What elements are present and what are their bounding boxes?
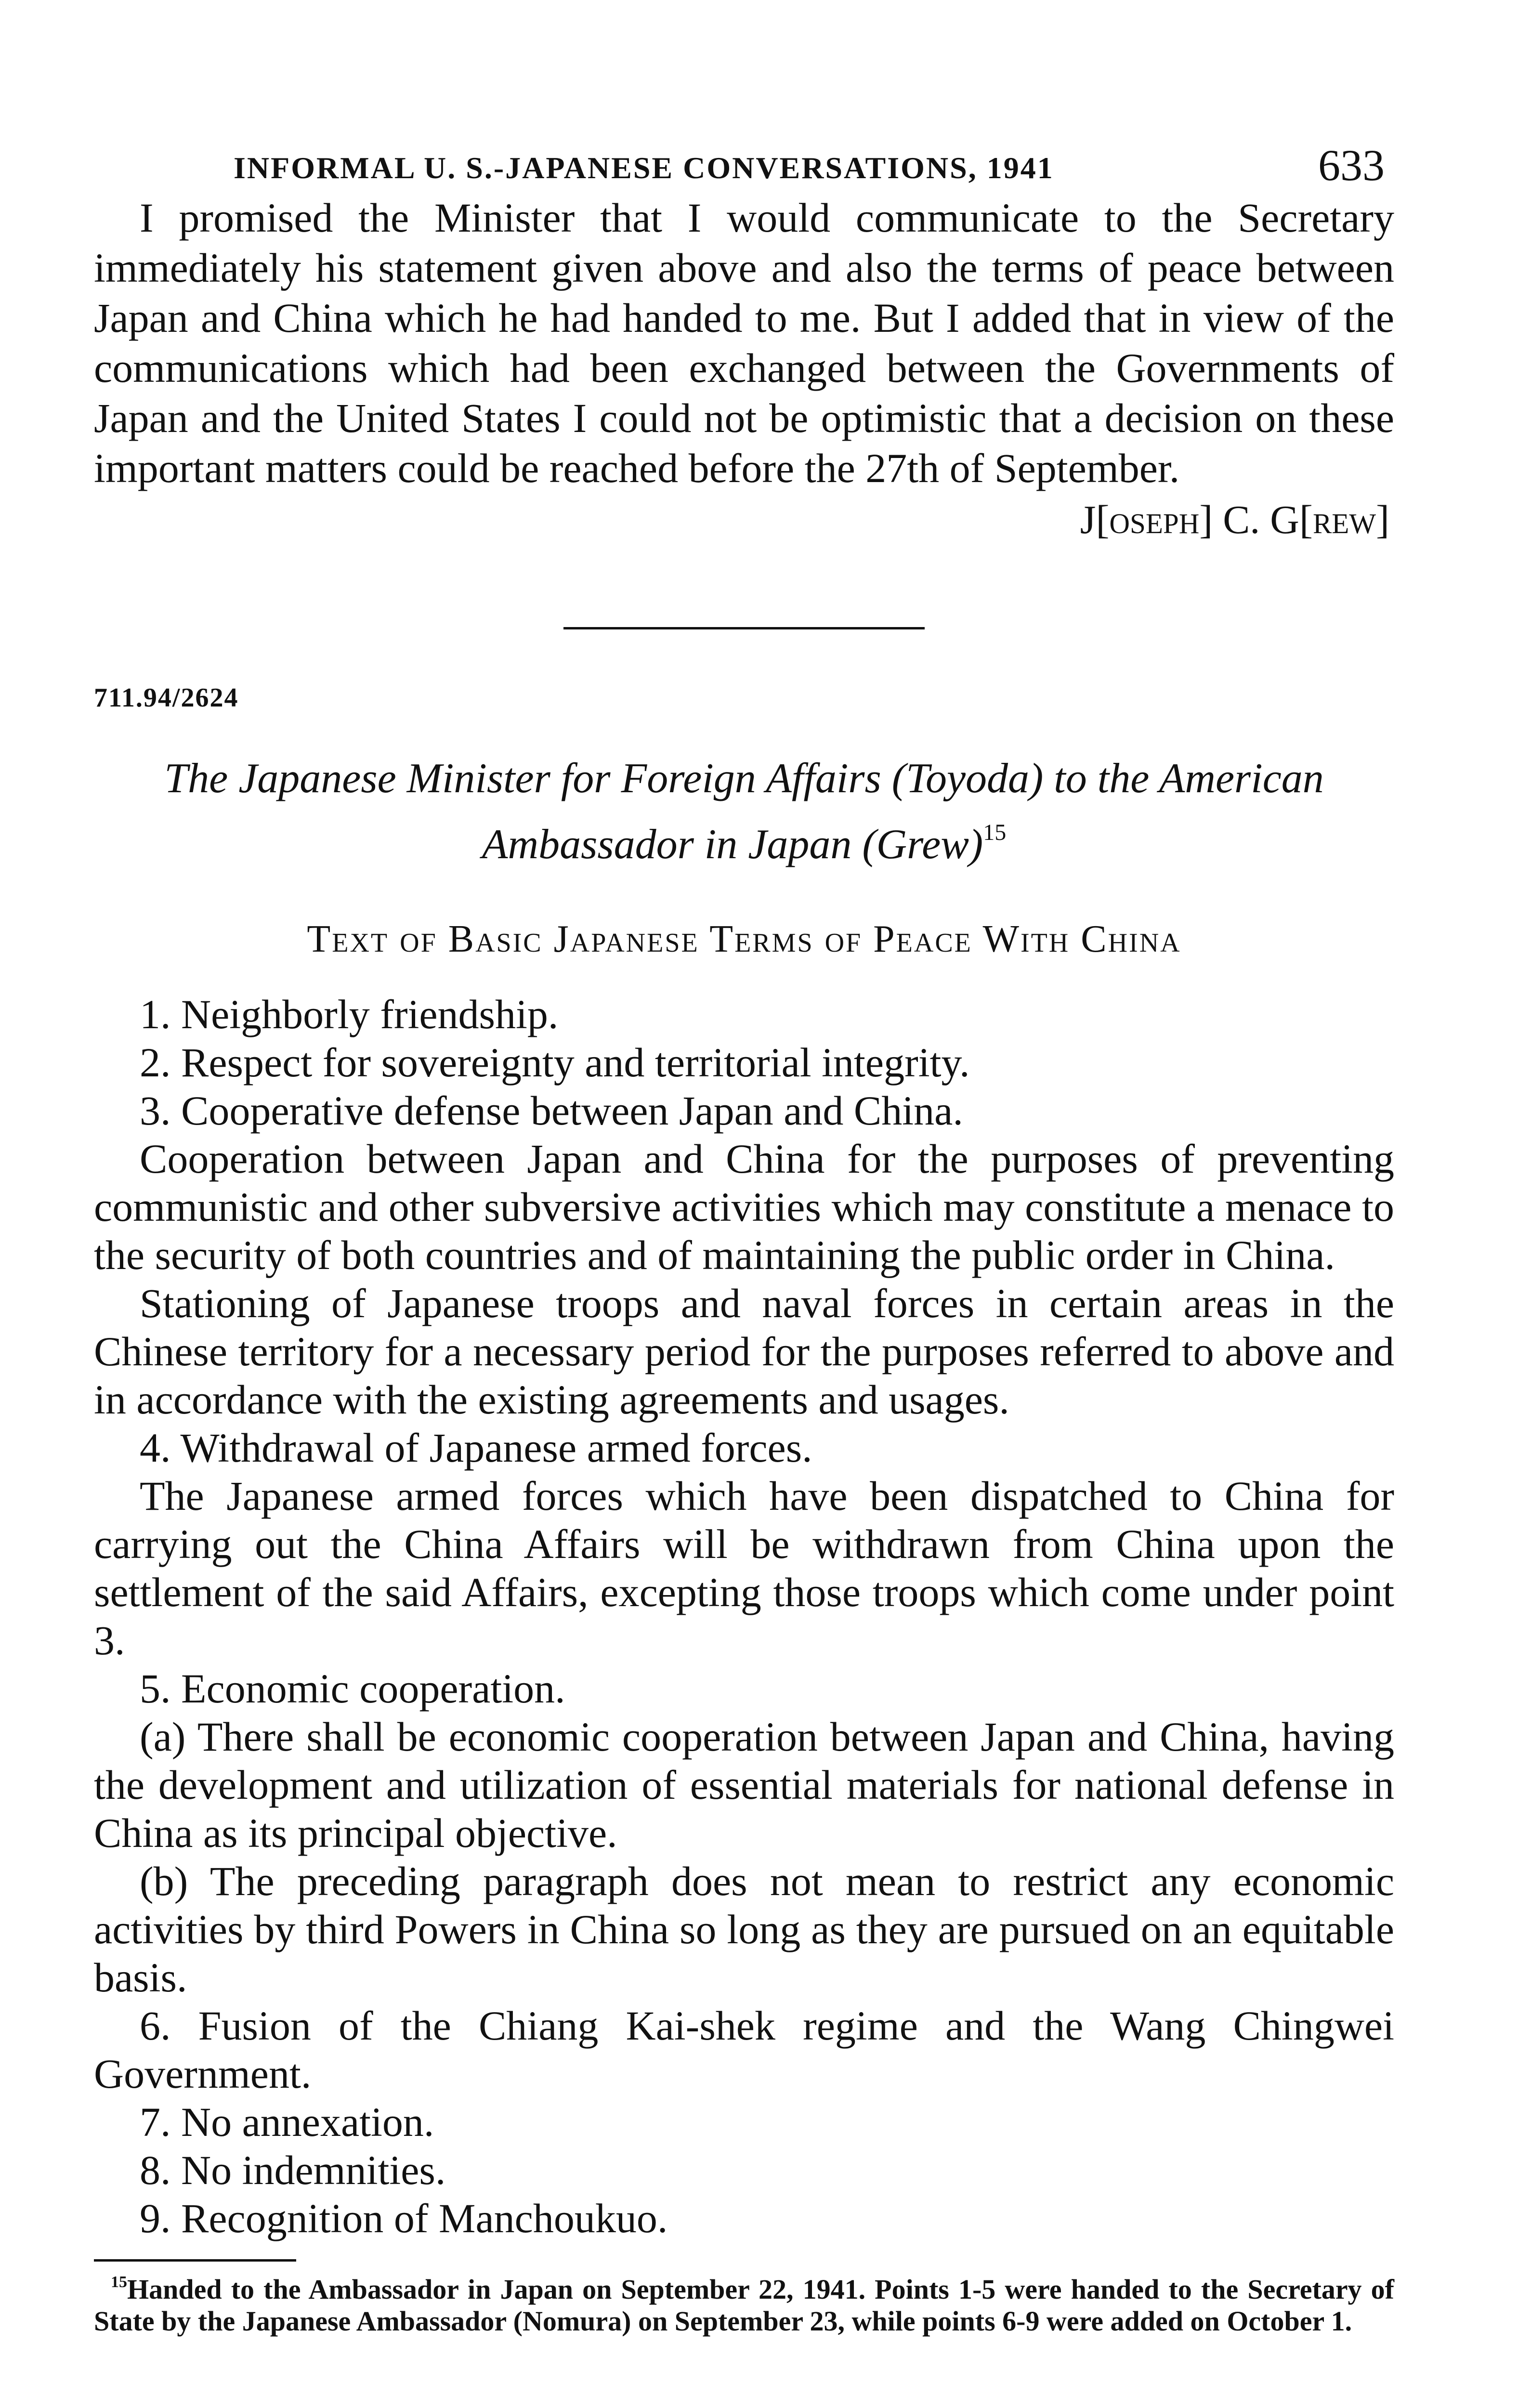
running-head-title: INFORMAL U. S.-JAPANESE CONVERSATIONS, 1941 [234,151,1054,185]
term-item-2: 2. Respect for sovereignty and territorial integrity. [140,1039,970,1086]
term-3-paragraph-2: Stationing of Japanese troops and naval forces in certain areas in the Chinese territory for a necessary period for the purposes referred to above and in accordance with the existing agreements and usages. [94,1280,1394,1423]
term-5-paragraph-a: (a) There shall be economic cooperation between Japan and China, having the development and utilization of essential materials for national defense in China as its principal objective. [94,1714,1394,1856]
footnote-divider [94,2259,296,2262]
term-item-4: 4. Withdrawal of Japanese armed forces. [140,1425,812,1471]
term-item-6: 6. Fusion of the Chiang Kai-shek regime and the Wang Chingwei Government. [94,2002,1394,2097]
section-divider [563,627,925,629]
opening-paragraph: I promised the Minister that I would communicate to the Secretary immediately his statement given above and also the terms of peace between Japan and China which he had handed to me. But I added that in view of the communications which had been exchanged between the Governments of Japan and the United States I could not be optimistic that a decision on these important matters could be reached before the 27th of September. [94,195,1394,491]
signature: J[oseph] C. G[rew] [1080,497,1389,542]
document-heading: Text of Basic Japanese Terms of Peace With China [307,918,1181,960]
page-number: 633 [1318,141,1385,190]
document-page [94,140,1394,2337]
footnote-reference: 15 [983,820,1007,845]
document-title-text: The Japanese Minister for Foreign Affairs (Toyoda) to the American Ambassador in Japan (Grew) [164,755,1324,868]
term-3-paragraph-1: Cooperation between Japan and China for the purposes of preventing communistic and other subversive activities which may constitute a menace to the security of both countries and of maintaining the public order in China. [94,1136,1394,1278]
footnote-text: Handed to the Ambassador in Japan on September 22, 1941. Points 1-5 were handed to the Secretary of State by the Japanese Ambassador (Nomura) on September 23, while points 6-9 were added on October 1. [94,2274,1394,2337]
term-5-paragraph-b: (b) The preceding paragraph does not mean to restrict any economic activities by third Powers in China so long as they are pursued on an equitable basis. [94,1858,1394,2001]
term-item-1: 1. Neighborly friendship. [140,991,559,1037]
term-item-5: 5. Economic cooperation. [140,1665,565,1712]
term-item-7: 7. No annexation. [140,2099,434,2145]
running-head [94,140,1394,193]
file-number: 711.94/2624 [94,683,239,713]
footnote-marker: 15 [111,2273,127,2291]
term-4-paragraph-1: The Japanese armed forces which have been dispatched to China for carrying out the China Affairs will be withdrawn from China upon the settlement of the said Affairs, excepting those troops which come under point 3. [94,1473,1394,1663]
document-title [94,752,1394,872]
term-item-3: 3. Cooperative defense between Japan and China. [140,1087,963,1134]
term-item-9: 9. Recognition of Manchoukuo. [140,2195,668,2241]
footnote [94,2266,1394,2337]
term-item-8: 8. No indemnities. [140,2147,446,2193]
